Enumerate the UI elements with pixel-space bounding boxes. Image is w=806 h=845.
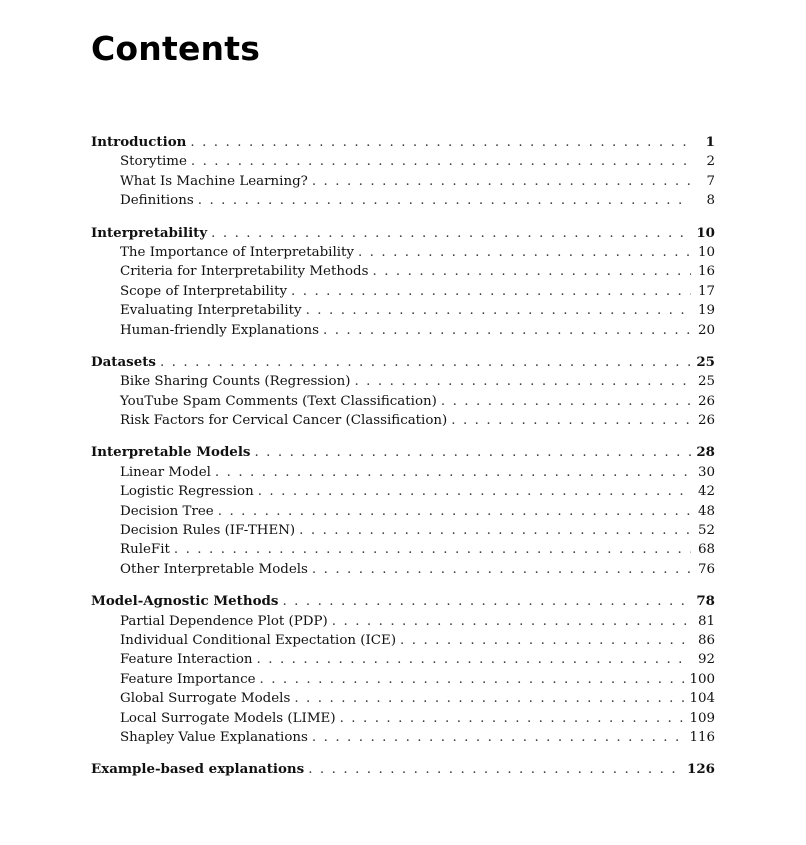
section-page-number: 20 (697, 322, 715, 338)
toc-section-entry[interactable] (91, 631, 715, 650)
toc-section-entry[interactable] (91, 411, 715, 430)
section-page-number: 26 (697, 413, 715, 429)
section-title: Global Surrogate Models (120, 691, 291, 707)
toc-chapter-interpretability (91, 224, 715, 340)
dot-leader (358, 243, 691, 262)
section-title: Storytime (120, 154, 187, 170)
toc-section-entry[interactable] (91, 650, 715, 669)
table-of-contents (91, 133, 715, 780)
section-page-number: 48 (697, 503, 715, 519)
toc-chapter-entry[interactable] (91, 353, 715, 372)
chapter-title: Example-based explanations (91, 761, 305, 778)
toc-section-entry[interactable] (91, 521, 715, 540)
dot-leader (294, 689, 685, 708)
toc-section-entry[interactable] (91, 301, 715, 320)
toc-section-entry[interactable] (91, 463, 715, 482)
dot-leader (323, 321, 691, 340)
section-page-number: 76 (697, 561, 715, 577)
toc-section-entry[interactable] (91, 392, 715, 411)
toc-section-entry[interactable] (91, 502, 715, 521)
dot-leader (218, 502, 691, 521)
section-title: What Is Machine Learning? (120, 173, 308, 189)
chapter-title: Model-Agnostic Methods (91, 593, 279, 610)
section-title: Decision Rules (IF-THEN) (120, 523, 296, 539)
section-page-number: 8 (706, 193, 715, 209)
toc-section-entry[interactable] (91, 709, 715, 728)
dot-leader (299, 521, 691, 540)
section-page-number: 30 (697, 464, 715, 480)
section-page-number: 92 (697, 652, 715, 668)
section-title: Feature Importance (120, 671, 256, 687)
toc-section-entry[interactable] (91, 152, 715, 171)
dot-leader (332, 612, 691, 631)
dot-leader (306, 301, 691, 320)
section-title: YouTube Spam Comments (Text Classification) (120, 393, 437, 409)
toc-chapter-datasets (91, 353, 715, 431)
toc-section-entry[interactable] (91, 282, 715, 301)
toc-section-entry[interactable] (91, 670, 715, 689)
toc-chapter-entry[interactable] (91, 133, 715, 152)
dot-leader (282, 592, 691, 611)
section-page-number: 52 (697, 523, 715, 539)
toc-section-entry[interactable] (91, 262, 715, 281)
toc-chapter-entry[interactable] (91, 760, 715, 779)
dot-leader (191, 152, 691, 171)
toc-section-entry[interactable] (91, 191, 715, 210)
dot-leader (198, 191, 691, 210)
dot-leader (215, 463, 691, 482)
dot-leader (373, 262, 692, 281)
toc-section-entry[interactable] (91, 689, 715, 708)
toc-chapter-entry[interactable] (91, 592, 715, 611)
section-title: Criteria for Interpretability Methods (120, 264, 369, 280)
toc-section-entry[interactable] (91, 540, 715, 559)
section-title: Evaluating Interpretability (120, 303, 302, 319)
dot-leader (312, 728, 686, 747)
page-title: Contents (91, 29, 261, 68)
chapter-title: Interpretability (91, 224, 208, 241)
chapter-page-number: 25 (696, 353, 715, 370)
toc-chapter-introduction (91, 133, 715, 211)
section-title: Risk Factors for Cervical Cancer (Classification) (120, 413, 448, 429)
section-page-number: 116 (689, 729, 715, 745)
section-title: Logistic Regression (120, 484, 254, 500)
section-page-number: 10 (697, 244, 715, 260)
section-title: Human-friendly Explanations (120, 322, 319, 338)
section-page-number: 81 (697, 613, 715, 629)
toc-section-entry[interactable] (91, 172, 715, 191)
section-title: Decision Tree (120, 503, 214, 519)
dot-leader (258, 482, 691, 501)
dot-leader (400, 631, 691, 650)
toc-section-entry[interactable] (91, 728, 715, 747)
section-title: Individual Conditional Expectation (ICE) (120, 632, 397, 648)
dot-leader (257, 650, 691, 669)
section-title: Other Interpretable Models (120, 561, 308, 577)
chapter-page-number: 1 (705, 134, 715, 150)
dot-leader (291, 282, 691, 301)
dot-leader (211, 224, 691, 243)
toc-section-entry[interactable] (91, 560, 715, 579)
section-title: Scope of Interpretability (120, 283, 288, 299)
section-page-number: 86 (697, 632, 715, 648)
toc-section-entry[interactable] (91, 321, 715, 340)
section-page-number: 42 (697, 484, 715, 500)
toc-chapter-entry[interactable] (91, 224, 715, 243)
dot-leader (312, 560, 691, 579)
dot-leader (441, 392, 691, 411)
toc-chapter-interpretable-models (91, 443, 715, 579)
chapter-page-number: 10 (696, 224, 715, 241)
dot-leader (254, 443, 691, 462)
section-title: Shapley Value Explanations (120, 729, 308, 745)
toc-chapter-example-based-explanations (91, 760, 715, 779)
section-title: Bike Sharing Counts (Regression) (120, 374, 351, 390)
section-title: Feature Interaction (120, 652, 253, 668)
dot-leader (451, 411, 691, 430)
chapter-page-number: 78 (696, 593, 715, 610)
chapter-title: Interpretable Models (91, 444, 251, 461)
section-page-number: 25 (697, 374, 715, 390)
toc-section-entry[interactable] (91, 243, 715, 262)
section-title: Local Surrogate Models (LIME) (120, 710, 336, 726)
section-page-number: 100 (689, 671, 715, 687)
dot-leader (340, 709, 686, 728)
toc-section-entry[interactable] (91, 482, 715, 501)
dot-leader (308, 760, 683, 779)
chapter-title: Introduction (91, 134, 187, 150)
toc-chapter-entry[interactable] (91, 443, 715, 462)
chapter-page-number: 28 (696, 444, 715, 461)
section-title: Definitions (120, 193, 194, 209)
section-page-number: 17 (697, 283, 715, 299)
dot-leader (312, 172, 691, 191)
dot-leader (160, 353, 691, 372)
chapter-page-number: 126 (687, 761, 715, 778)
section-page-number: 68 (697, 542, 715, 558)
section-page-number: 26 (697, 393, 715, 409)
section-page-number: 16 (697, 264, 715, 280)
section-title: The Importance of Interpretability (120, 244, 354, 260)
section-title: Partial Dependence Plot (PDP) (120, 613, 328, 629)
dot-leader (260, 670, 686, 689)
section-page-number: 104 (689, 691, 715, 707)
section-page-number: 2 (706, 154, 715, 170)
section-title: RuleFit (120, 542, 170, 558)
section-page-number: 109 (689, 710, 715, 726)
section-page-number: 19 (697, 303, 715, 319)
dot-leader (190, 133, 691, 152)
chapter-title: Datasets (91, 353, 156, 370)
toc-section-entry[interactable] (91, 372, 715, 391)
dot-leader (174, 540, 691, 559)
section-page-number: 7 (706, 173, 715, 189)
dot-leader (354, 372, 691, 391)
toc-section-entry[interactable] (91, 612, 715, 631)
toc-chapter-model-agnostic-methods (91, 592, 715, 747)
section-title: Linear Model (120, 464, 211, 480)
